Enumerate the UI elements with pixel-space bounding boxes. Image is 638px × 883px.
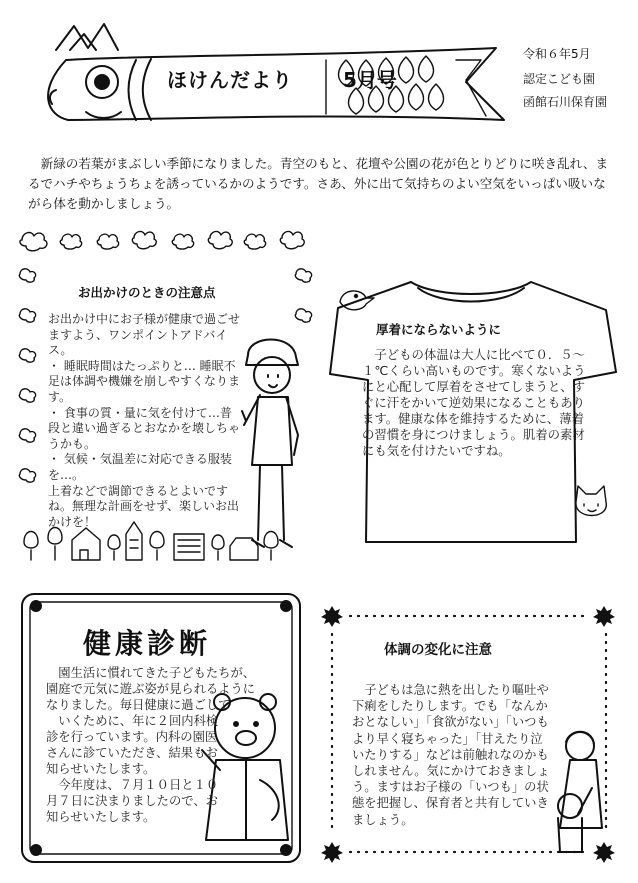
org-name: 函館石川保育園 (523, 95, 608, 109)
condition-body: 子どもは急に熱を出したり嘔吐や下痢をしたりします。でも「なんかおとなしい」「食欲がない」「いつもより早く寝ちゃった」「甘えたり泣いたりする」などは前触れなのかもしれません。気にかけておきましょう。ますはお子様の「いつも」の状態を把握し、保育者と共有していきましょう。 (352, 683, 550, 827)
clothing-body: 子どもの体温は大人に比べて０．５～１℃くらい高いものです。寒くないようにと心配して厚着をさせてしまうと、すぐに汗をかいて逆効果になることもあります。健康な体を維持するために、薄着の習慣を身につけましょう。肌着の素材にも気を付けたいですね。 (362, 347, 586, 458)
outing-line: ・ 気候・気温差に対応できる服装を…。 (48, 452, 232, 482)
outing-line: お出かけ中にお子様が健康で過ごせますよう、ワンポイントアドバイス。 (48, 312, 241, 358)
org-type: 認定こども園 (523, 72, 596, 86)
intro-paragraph: 新緑の若葉がまぶしい季節になりました。青空のもと、花壇や公園の花が色とりどりに咲き乱れ、まるでハチやちょうちょを誘っているかのようです。さあ、外に出て気持ちのよい空気をいっぱい吸いながら体を動かしましょう。 (28, 156, 609, 211)
outing-heading: お出かけのときの注意点 (78, 285, 216, 300)
outing-body (48, 312, 242, 530)
issue-number: 5月号 (343, 68, 397, 92)
checkup-body (46, 665, 260, 825)
checkup-line: いくために、年に２回内科検診を行っています。内科の園医さんに診ていただき、結果もお知らせいたします。 (46, 714, 219, 776)
checkup-heading: 健康診断 (83, 627, 212, 660)
newsletter-title: ほけんだより (167, 68, 293, 92)
checkup-line: 園生活に慣れてきた子どもたちが、園庭で元気に遊ぶ姿が見られるようになりました。毎日健康に過ごして (46, 666, 256, 712)
mother-child-illustration (540, 728, 620, 868)
outing-line: ・ 食事の質・量に気を付けて…普段と違い過ぎるとおなかを壊しちゃうかも。 (48, 405, 241, 451)
publish-date: 令和６年5月 (523, 47, 591, 61)
clothing-heading: 厚着にならないように (376, 322, 502, 337)
outing-line: ・ 睡眠時間はたっぷりと… 睡眠不足は体調や機嫌を崩しやすくなります。 (48, 358, 241, 404)
outing-line: 上着などで調節できるとよいですね。無理な計画をせず、楽しいお出かけを！ (48, 483, 240, 529)
checkup-line: 今年度は、７月１０日と１０月７日に決まりましたので、お知らせいたします。 (46, 778, 219, 824)
condition-heading: 体調の変化に注意 (384, 642, 492, 658)
woman-illustration (238, 325, 308, 565)
